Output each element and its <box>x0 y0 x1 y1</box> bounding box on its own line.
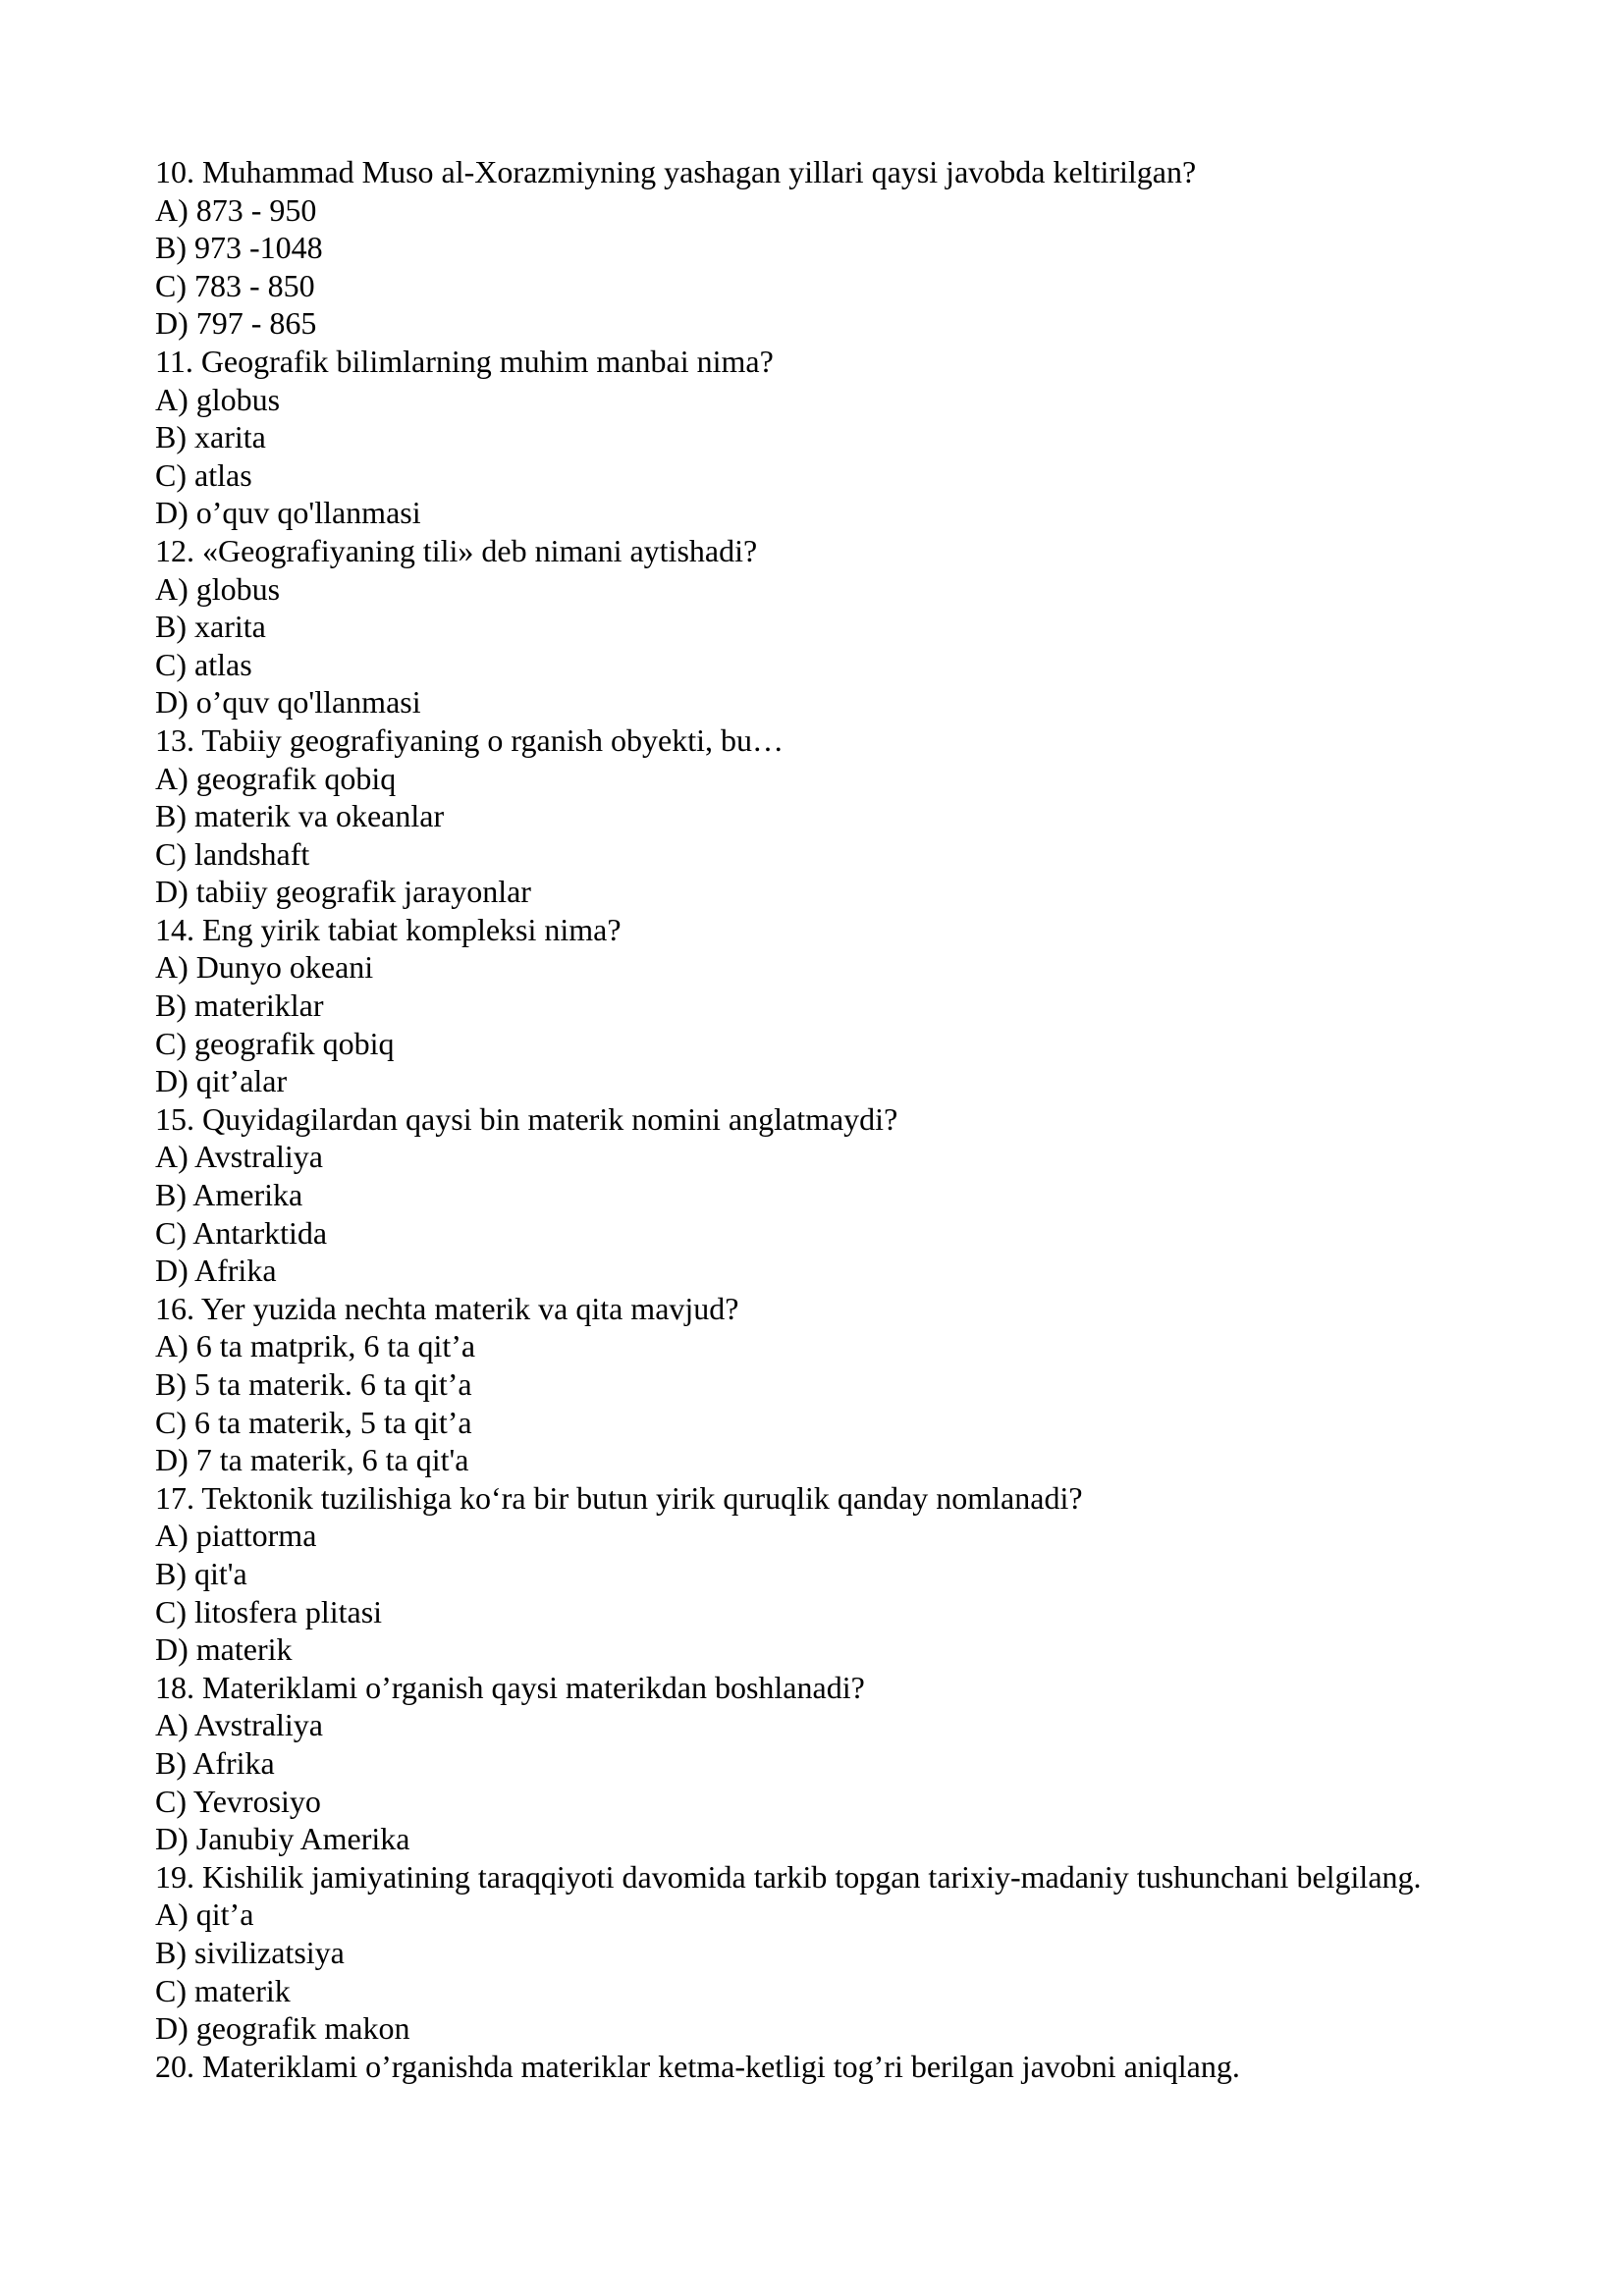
question-14 <box>155 911 1490 1100</box>
option-c: C) 6 ta materik, 5 ta qit’a <box>155 1404 472 1440</box>
option-b: B) 5 ta materik. 6 ta qit’a <box>155 1366 472 1402</box>
option-a: A) globus <box>155 381 281 417</box>
question-text: 15. Quyidagilardan qaysi bin materik nomini anglatmaydi? <box>155 1100 898 1137</box>
quiz-content <box>155 153 1490 2085</box>
option-d: D) 7 ta materik, 6 ta qit'a <box>155 1442 469 1478</box>
option-a: A) Avstraliya <box>155 1139 323 1175</box>
option-d: D) tabiiy geografik jarayonlar <box>155 874 531 910</box>
question-17 <box>155 1479 1490 1669</box>
option-c: C) landshaft <box>155 835 310 872</box>
option-a: A) globus <box>155 570 281 607</box>
question-text: 18. Materiklami o’rganish qaysi materikdan boshlanadi? <box>155 1669 865 1705</box>
question-text: 10. Muhammad Muso al-Xorazmiyning yashagan yillari qaysi javobda keltirilgan? <box>155 154 1197 189</box>
option-c: C) litosfera plitasi <box>155 1593 383 1629</box>
option-b: B) xarita <box>155 419 266 455</box>
question-text: 13. Tabiiy geografiyaning o rganish obyekti, bu… <box>155 721 785 758</box>
option-b: B) Amerika <box>155 1177 303 1213</box>
option-b: B) Afrika <box>155 1744 275 1781</box>
option-b: B) xarita <box>155 609 266 645</box>
option-d: D) qit’alar <box>155 1063 288 1099</box>
option-b: B) materik va okeanlar <box>155 798 445 834</box>
option-c: C) geografik qobiq <box>155 1025 395 1061</box>
question-19 <box>155 1858 1490 2048</box>
question-15 <box>155 1100 1490 1290</box>
option-a: A) 6 ta matprik, 6 ta qit’a <box>155 1328 476 1364</box>
option-b: B) sivilizatsiya <box>155 1934 345 1970</box>
option-d: D) Afrika <box>155 1253 277 1289</box>
question-10 <box>155 153 1490 343</box>
option-d: D) materik <box>155 1631 293 1668</box>
option-c: C) atlas <box>155 646 252 682</box>
question-13 <box>155 721 1490 911</box>
question-text: 19. Kishilik jamiyatining taraqqiyoti davomida tarkib topgan tarixiy-madaniy tushunchani belgilang. <box>155 1858 1422 1895</box>
option-b: B) materiklar <box>155 988 324 1024</box>
option-d: D) o’quv qo'llanmasi <box>155 495 421 531</box>
question-text: 12. «Geografiyaning tili» deb nimani aytishadi? <box>155 532 758 568</box>
option-b: B) 973 -1048 <box>155 230 323 266</box>
option-b: B) qit'a <box>155 1555 247 1591</box>
question-text: 16. Yer yuzida nechta materik va qita mavjud? <box>155 1290 739 1326</box>
question-18 <box>155 1669 1490 1858</box>
option-a: A) Dunyo okeani <box>155 949 374 986</box>
option-c: C) 783 - 850 <box>155 267 315 303</box>
question-11 <box>155 343 1490 532</box>
option-c: C) Yevrosiyo <box>155 1783 321 1819</box>
option-a: A) qit’a <box>155 1896 254 1933</box>
option-c: C) materik <box>155 1972 291 2008</box>
option-a: A) piattorma <box>155 1518 317 1554</box>
question-text: 14. Eng yirik tabiat kompleksi nima? <box>155 911 622 947</box>
option-d: D) geografik makon <box>155 2010 410 2047</box>
option-a: A) geografik qobiq <box>155 760 397 796</box>
option-c: C) atlas <box>155 456 252 493</box>
option-d: D) o’quv qo'llanmasi <box>155 684 421 721</box>
question-16 <box>155 1290 1490 1479</box>
option-a: A) Avstraliya <box>155 1707 323 1743</box>
question-text: 20. Materiklami o’rganishda materiklar ketma-ketligi tog’ri berilgan javobni aniqlang. <box>155 2048 1240 2084</box>
option-c: C) Antarktida <box>155 1214 328 1251</box>
question-12 <box>155 532 1490 721</box>
option-d: D) Janubiy Amerika <box>155 1821 410 1857</box>
option-d: D) 797 - 865 <box>155 305 317 342</box>
question-text: 11. Geografik bilimlarning muhim manbai nima? <box>155 343 774 379</box>
question-20 <box>155 2048 1490 2086</box>
question-text: 17. Tektonik tuzilishiga ko‘ra bir butun yirik quruqlik qanday nomlanadi? <box>155 1479 1083 1516</box>
option-a: A) 873 - 950 <box>155 191 317 228</box>
